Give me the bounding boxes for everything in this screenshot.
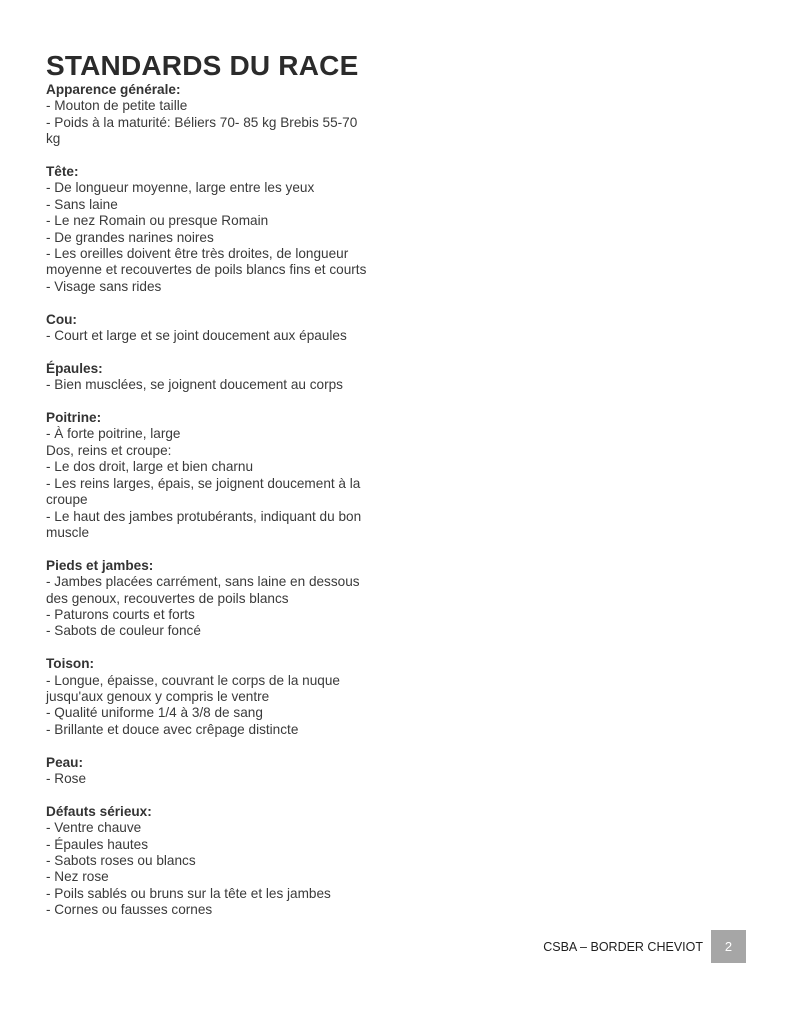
list-item: - De grandes narines noires xyxy=(46,229,214,245)
list-item: - Le dos droit, large et bien charnu xyxy=(46,459,254,475)
section-heading: Tête: xyxy=(46,164,79,180)
list-item: - Poids à la maturité: Béliers 70- 85 kg Brebis 55-70 xyxy=(46,114,358,130)
list-item: - Épaules hautes xyxy=(46,836,149,852)
list-item: - Visage sans rides xyxy=(46,278,162,294)
section-heading: Poitrine: xyxy=(46,410,102,426)
section-heading: Toison: xyxy=(46,656,95,672)
list-item: - Poils sablés ou bruns sur la tête et les jambes xyxy=(46,885,331,901)
list-item: - Ventre chauve xyxy=(46,820,142,836)
list-item: - Court et large et se joint doucement aux épaules xyxy=(46,328,347,344)
section-heading: Défauts sérieux: xyxy=(46,803,152,819)
document-body xyxy=(46,82,386,935)
list-item: - Rose xyxy=(46,770,87,786)
list-item: jusqu'aux genoux y compris le ventre xyxy=(46,688,270,704)
section-peau xyxy=(46,755,386,788)
section-epaules xyxy=(46,361,386,394)
section-pieds-jambes xyxy=(46,558,386,640)
list-item: - Les reins larges, épais, se joignent doucement à la xyxy=(46,475,361,491)
page-footer xyxy=(543,930,746,963)
list-item: - Les oreilles doivent être très droites, de longueur xyxy=(46,246,349,262)
section-apparence xyxy=(46,82,386,148)
list-item: - Qualité uniforme 1/4 à 3/8 de sang xyxy=(46,705,263,721)
list-item: - Longue, épaisse, couvrant le corps de la nuque xyxy=(46,672,340,688)
list-item: - Mouton de petite taille xyxy=(46,98,188,114)
section-heading: Cou: xyxy=(46,311,77,327)
list-item: Dos, reins et croupe: xyxy=(46,442,172,458)
section-cou xyxy=(46,312,386,345)
list-item: croupe xyxy=(46,492,88,508)
section-toison xyxy=(46,656,386,738)
list-item: - Paturons courts et forts xyxy=(46,606,195,622)
list-item: - Brillante et douce avec crêpage distincte xyxy=(46,721,299,737)
page-title: STANDARDS DU RACE xyxy=(46,50,359,81)
list-item: - Le nez Romain ou presque Romain xyxy=(46,213,269,229)
list-item: - Sans laine xyxy=(46,196,118,212)
list-item: moyenne et recouvertes de poils blancs fins et courts xyxy=(46,262,367,278)
section-poitrine xyxy=(46,410,386,541)
list-item: - Sabots de couleur foncé xyxy=(46,623,201,639)
list-item: des genoux, recouvertes de poils blancs xyxy=(46,590,289,606)
footer-title: CSBA – BORDER CHEVIOT xyxy=(543,939,703,954)
section-heading: Pieds et jambes: xyxy=(46,557,154,573)
list-item: - Le haut des jambes protubérants, indiquant du bon xyxy=(46,508,362,524)
section-heading: Épaules: xyxy=(46,360,103,376)
list-item: - Jambes placées carrément, sans laine en dessous xyxy=(46,574,360,590)
list-item: - Cornes ou fausses cornes xyxy=(46,902,213,918)
page-number-badge: 2 xyxy=(711,930,746,963)
section-heading: Peau: xyxy=(46,754,84,770)
section-defauts xyxy=(46,804,386,919)
list-item: kg xyxy=(46,131,61,147)
list-item: - Sabots roses ou blancs xyxy=(46,852,196,868)
list-item: - À forte poitrine, large xyxy=(46,426,181,442)
section-tete xyxy=(46,164,386,295)
list-item: - De longueur moyenne, large entre les yeux xyxy=(46,180,315,196)
list-item: - Nez rose xyxy=(46,869,109,885)
list-item: muscle xyxy=(46,524,90,540)
section-heading: Apparence générale: xyxy=(46,82,181,97)
list-item: - Bien musclées, se joignent doucement au corps xyxy=(46,377,343,393)
